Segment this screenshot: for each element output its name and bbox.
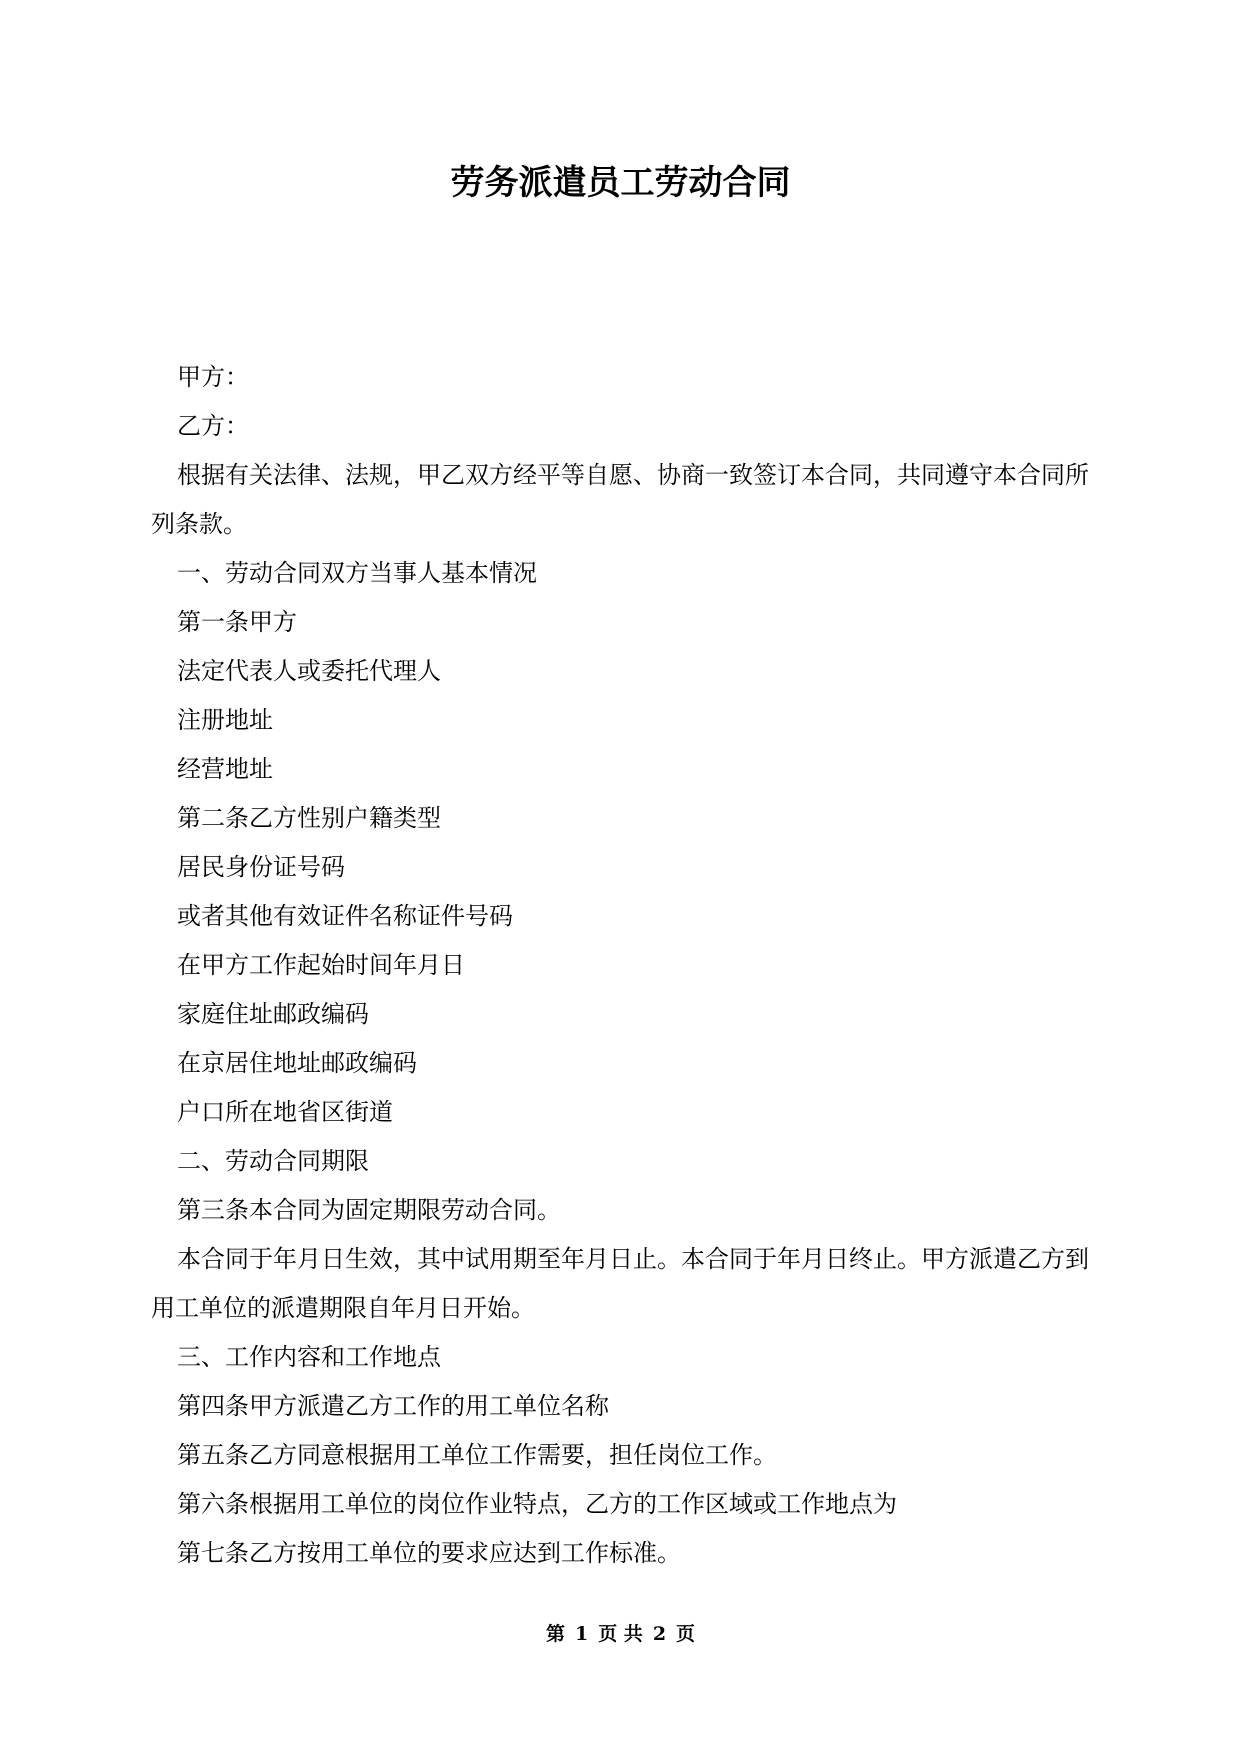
paragraph-business-address: 经营地址: [177, 755, 273, 783]
paragraph-preamble: 根据有关法律、法规，甲乙双方经平等自愿、协商一致签订本合同，共同遵守本合同所列条款。: [151, 461, 1089, 538]
article-5: 第五条乙方同意根据用工单位工作需要，担任岗位工作。: [177, 1441, 777, 1469]
article-6: 第六条根据用工单位的岗位作业特点，乙方的工作区域或工作地点为: [177, 1490, 897, 1518]
section-heading-2: 二、劳动合同期限: [177, 1147, 369, 1175]
paragraph-legal-representative: 法定代表人或委托代理人: [177, 657, 441, 685]
paragraph-other-id: 或者其他有效证件名称证件号码: [177, 902, 513, 930]
footer-middle: 页 共: [598, 1623, 643, 1645]
paragraph-contract-term: 本合同于年月日生效，其中试用期至年月日止。本合同于年月日终止。甲方派遣乙方到用工单位的派遣期限自年月日开始。: [151, 1245, 1089, 1322]
paragraph-start-date: 在甲方工作起始时间年月日: [177, 951, 465, 979]
document-body: [151, 353, 1091, 1578]
current-page-number: 1: [574, 1623, 589, 1645]
article-3: 第三条本合同为固定期限劳动合同。: [177, 1196, 561, 1224]
paragraph-beijing-address: 在京居住地址邮政编码: [177, 1049, 417, 1077]
footer-suffix: 页: [676, 1623, 696, 1645]
paragraph-home-address: 家庭住址邮政编码: [177, 1000, 369, 1028]
total-page-count: 2: [652, 1623, 667, 1645]
footer-prefix: 第: [545, 1623, 565, 1645]
paragraph-registered-address: 注册地址: [177, 706, 273, 734]
section-heading-1: 一、劳动合同双方当事人基本情况: [177, 559, 537, 587]
paragraph-party-b: 乙方：: [177, 412, 249, 440]
article-2: 第二条乙方性别户籍类型: [177, 804, 441, 832]
paragraph-party-a: 甲方：: [177, 363, 249, 391]
article-4: 第四条甲方派遣乙方工作的用工单位名称: [177, 1392, 609, 1420]
document-title: 劳务派遣员工劳动合同: [450, 163, 791, 203]
article-1: 第一条甲方: [177, 608, 297, 636]
paragraph-id-number: 居民身份证号码: [177, 853, 345, 881]
section-heading-3: 三、工作内容和工作地点: [177, 1343, 441, 1371]
article-7: 第七条乙方按用工单位的要求应达到工作标准。: [177, 1539, 681, 1567]
paragraph-household-registration: 户口所在地省区街道: [177, 1098, 393, 1126]
page-number-footer: [0, 1620, 1241, 1648]
